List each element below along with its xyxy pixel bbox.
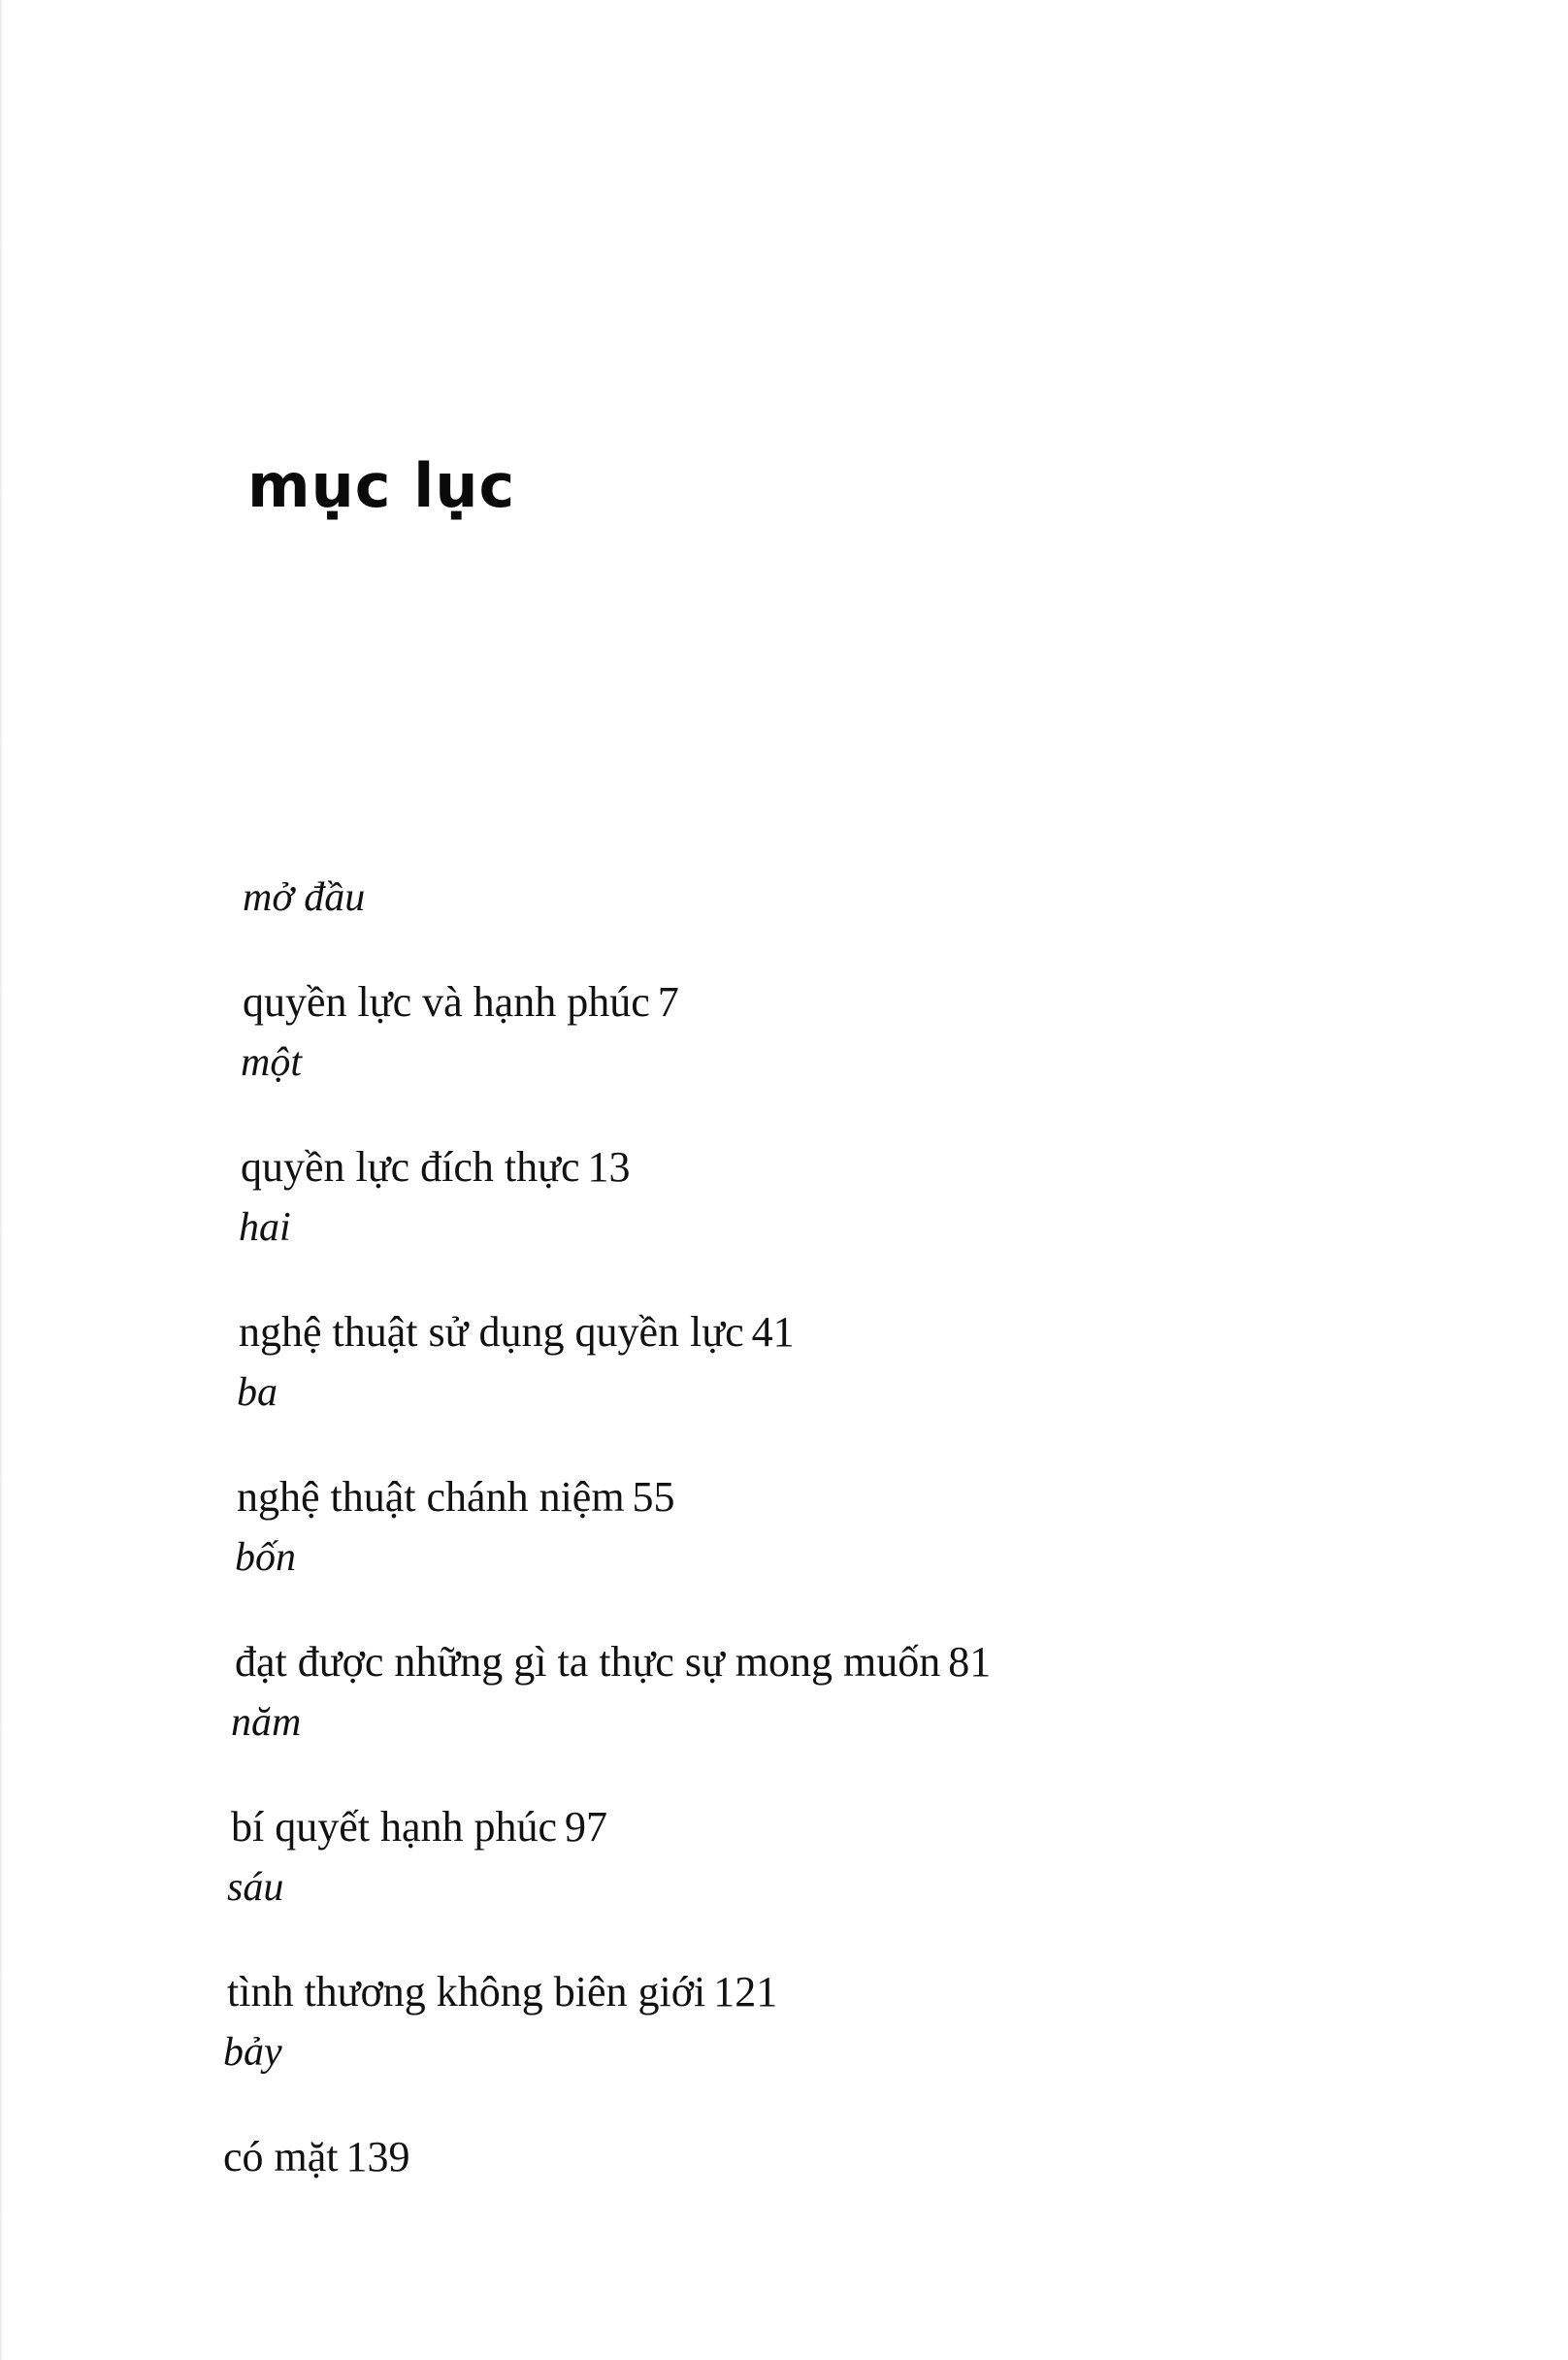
page-number: 97 (565, 1803, 608, 1851)
page-number: 13 (587, 1143, 631, 1191)
chapter-number: một (241, 1040, 302, 1085)
chapter-title: nghệ thuật chánh niệm (237, 1473, 625, 1521)
page-number: 55 (632, 1473, 675, 1521)
chapter-title-line (235, 1633, 1399, 1691)
chapter-number: hai (239, 1205, 291, 1250)
chapter-title-line (223, 2128, 1388, 2186)
page-number: 139 (345, 2133, 410, 2180)
toc-entry-chapter-3[interactable] (237, 1363, 1401, 1526)
chapter-title: quyền lực và hạnh phúc (243, 978, 650, 1026)
chapter-title: bí quyết hạnh phúc (231, 1803, 558, 1851)
page-number: 121 (713, 1968, 778, 2016)
toc-entry-preface[interactable] (243, 869, 1407, 1032)
chapter-number: sáu (227, 1865, 284, 1910)
chapter-title-line (237, 1468, 1401, 1526)
chapter-number: ba (237, 1370, 278, 1415)
page-number: 41 (751, 1308, 795, 1356)
chapter-number: bốn (235, 1535, 296, 1580)
chapter-title-line (231, 1798, 1395, 1856)
chapter-title-line (239, 1303, 1403, 1361)
toc-entry-chapter-2[interactable] (239, 1198, 1403, 1361)
chapter-number: mở đầu (243, 875, 366, 920)
chapter-number: bảy (223, 2030, 282, 2075)
chapter-number: năm (231, 1700, 302, 1745)
toc-entry-chapter-5[interactable] (231, 1693, 1395, 1856)
chapter-title: tình thương không biên giới (227, 1968, 706, 2016)
chapter-title-line (241, 1138, 1405, 1196)
page-title: mục lục (247, 450, 516, 521)
page-number: 7 (657, 978, 679, 1026)
chapter-title-line (243, 973, 1407, 1032)
chapter-title-line (227, 1963, 1391, 2021)
toc-entry-chapter-6[interactable] (227, 1858, 1391, 2021)
chapter-title: nghệ thuật sử dụng quyền lực (239, 1308, 744, 1356)
chapter-title: đạt được những gì ta thực sự mong muốn (235, 1638, 941, 1686)
chapter-title: có mặt (223, 2133, 339, 2180)
chapter-title: quyền lực đích thực (241, 1143, 580, 1191)
toc-entry-chapter-7[interactable] (223, 2023, 1388, 2186)
page-number: 81 (948, 1638, 992, 1686)
toc-entry-chapter-4[interactable] (235, 1528, 1399, 1691)
toc-entry-chapter-1[interactable] (241, 1033, 1405, 1196)
